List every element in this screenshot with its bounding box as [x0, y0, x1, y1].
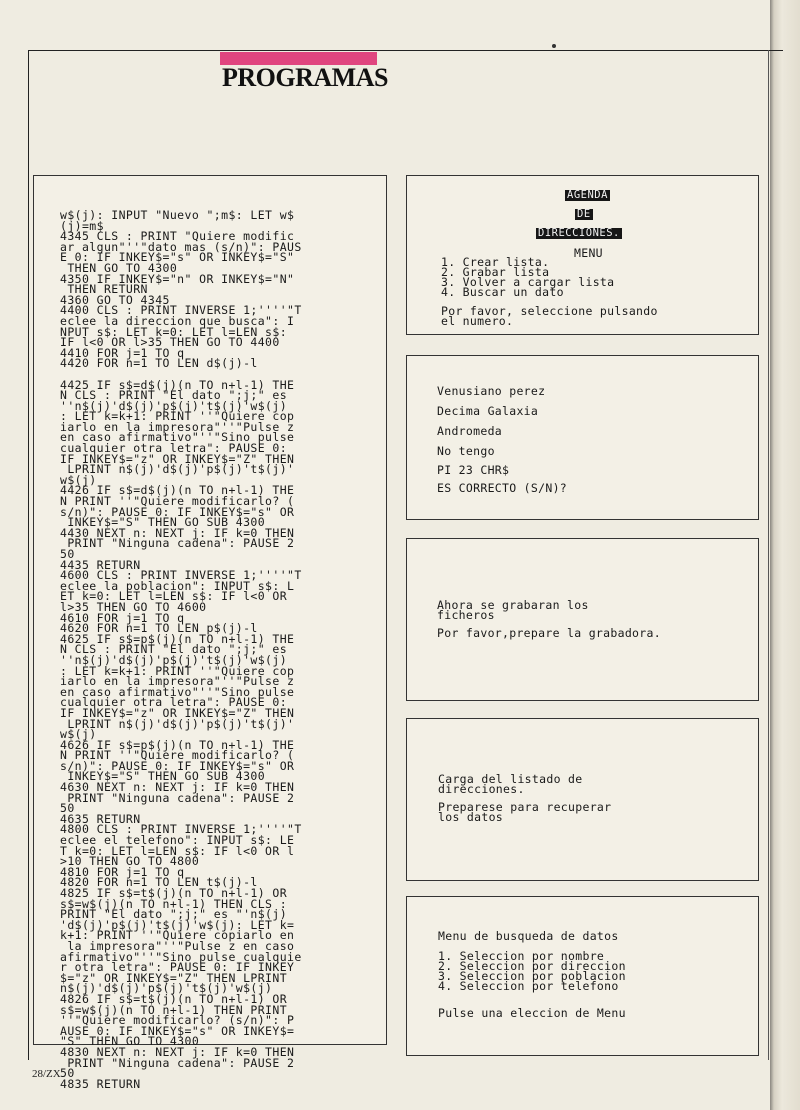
code-line: k+1: PRINT ''"Quiere copiarlo en — [60, 928, 295, 943]
code-line: 4826 IF s$=t$(j)(n TO n+l-1) OR — [60, 991, 288, 1006]
code-line: 4610 FOR j=1 TO q — [60, 610, 185, 625]
code-line: 4430 NEXT n: NEXT j: IF k=0 THEN — [60, 525, 295, 540]
code-line: 4825 IF s$=t$(j)(n TO n+l-1) OR — [60, 886, 288, 900]
code-line: 4400 CLS : PRINT INVERSE 1;''''"T — [60, 303, 302, 318]
code-line: T k=0: LET l=LEN s$: IF l<0 OR l — [60, 843, 295, 858]
code-line: 4635 RETURN — [60, 811, 141, 826]
search-menu-title: Menu de busqueda de datos — [438, 929, 619, 943]
code-line: 4620 FOR n=1 TO LEN p$(j)-l — [60, 621, 258, 636]
code-line: ''n$(j)'d$(j)'p$(j)'t$(j)'w$(j) — [60, 652, 288, 667]
menu-item: 3. Volver a cargar lista — [441, 275, 615, 289]
record-line: ES CORRECTO (S/N)? — [437, 481, 568, 495]
banner-agenda: AGENDA — [567, 189, 608, 201]
record-line: Venusiano perez — [437, 384, 546, 398]
code-line: IF INKEY$="z" OR INKEY$="Z" THEN — [60, 705, 295, 720]
record-line: Andromeda — [437, 424, 503, 438]
code-line: $="z" OR INKEY$="Z" THEN LPRINT — [60, 970, 288, 985]
code-line: 4630 NEXT n: NEXT j: IF k=0 THEN — [60, 780, 295, 795]
code-line: r otra letra": PAUSE 0: IF INKEY — [60, 960, 295, 975]
code-line: (j)=m$ — [60, 218, 104, 233]
code-line: 4410 FOR j=1 TO q — [60, 345, 185, 360]
page-number: 28/ZX — [32, 1068, 61, 1080]
code-line: w$(j) — [60, 472, 97, 487]
save-message: ficheros — [437, 608, 495, 622]
banner-de: DE — [577, 208, 591, 220]
menu-prompt: Por favor, seleccione pulsando — [441, 304, 658, 318]
menu-title: MENU — [574, 246, 603, 260]
code-line: PRINT "Ninguna cadena": PAUSE 2 — [60, 536, 295, 551]
menu-item: 4. Buscar un dato — [441, 285, 564, 299]
code-line: 4810 FOR j=1 TO q — [60, 864, 185, 879]
code-line: 4800 CLS : PRINT INVERSE 1;''''"T — [60, 822, 302, 837]
code-line: IF INKEY$="z" OR INKEY$="Z" THEN — [60, 451, 295, 466]
code-line: 4426 IF s$=d$(j)(n TO n+l-1) THE — [60, 483, 295, 498]
code-line: N PRINT ''"Quiere modificarlo? ( — [60, 494, 295, 509]
left-rule — [28, 50, 29, 1060]
code-line: cualquier otra letra": PAUSE 0: — [60, 441, 288, 456]
code-line: ''n$(j)'d$(j)'p$(j)'t$(j)'w$(j) — [60, 398, 288, 413]
code-line: 4425 IF s$=d$(j)(n TO n+l-1) THE — [60, 377, 295, 392]
code-line: PRINT "Ninguna cadena": PAUSE 2 — [60, 790, 295, 805]
code-line: 4360 GO TO 4345 — [60, 292, 170, 307]
code-line: 4830 NEXT n: NEXT j: IF k=0 THEN — [60, 1044, 295, 1059]
code-line: iarlo en la impresora"''"Pulse z — [60, 674, 295, 689]
menu-prompt: el numero. — [441, 314, 514, 328]
load-message: direcciones. — [438, 782, 525, 796]
page-gutter — [770, 0, 800, 1110]
code-line: 4420 FOR n=1 TO LEN d$(j)-l — [60, 356, 258, 371]
right-rule — [768, 50, 769, 1060]
top-rule — [28, 50, 783, 51]
code-line: eclee el telefono": INPUT s$: LE — [60, 833, 295, 848]
save-message: Ahora se grabaran los — [437, 598, 589, 612]
code-line: cualquier otra letra": PAUSE 0: — [60, 695, 288, 710]
screen-save — [406, 538, 759, 701]
code-line: 4625 IF s$=p$(j)(n TO n+l-1) THE — [60, 631, 295, 646]
screen-record — [406, 355, 759, 520]
code-line: iarlo en la impresora"''"Pulse z — [60, 419, 295, 434]
code-line: s/n)": PAUSE 0: IF INKEY$="s" OR — [60, 504, 295, 519]
code-line: N PRINT ''"Quiere modificarlo? ( — [60, 748, 295, 763]
code-line: afirmativo"''"Sino pulse cualquie — [60, 949, 302, 964]
code-line: AUSE 0: IF INKEY$="s" OR INKEY$= — [60, 1023, 295, 1038]
code-line: w$(j): INPUT "Nuevo ";m$: LET w$ — [60, 208, 295, 222]
code-line: : LET k=k+1: PRINT ''"Quiere cop — [60, 409, 295, 424]
print-speck — [552, 44, 556, 48]
code-line: THEN RETURN — [60, 282, 148, 297]
record-line: No tengo — [437, 444, 495, 458]
code-line: n$(j)'d$(j)'p$(j)'t$(j)'w$(j) — [60, 981, 273, 996]
record-line: PI 23 CHR$ — [437, 463, 510, 477]
banner-direcciones: DIRECCIONES. — [538, 227, 620, 239]
code-line: THEN GO TO 4300 — [60, 260, 178, 275]
code-line: 4435 RETURN — [60, 557, 141, 572]
code-line: 4350 IF INKEY$="n" OR INKEY$="N" — [60, 271, 295, 286]
screen-search-menu — [406, 896, 759, 1056]
save-prompt: Por favor,prepare la grabadora. — [437, 626, 661, 640]
search-option: 2. Seleccion por direccion — [438, 959, 626, 973]
code-line: s/n)": PAUSE 0: IF INKEY$="s" OR — [60, 758, 295, 773]
code-line: INKEY$="S" THEN GO SUB 4300 — [60, 769, 266, 784]
code-line: en caso afirmativo"''"Sino pulse — [60, 430, 295, 445]
code-line: IF l<0 OR l>35 THEN GO TO 4400 — [60, 335, 280, 350]
code-line: la impresora"''"Pulse z en caso — [60, 938, 295, 953]
code-line: l>35 THEN GO TO 4600 — [60, 599, 207, 614]
screen-main-menu — [406, 175, 759, 335]
code-line: s$=w$(j)(n TO n+l-1) THEN PRINT — [60, 1002, 288, 1017]
search-option: 3. Seleccion por poblacion — [438, 969, 626, 983]
code-line: ''"Quiere modificarlo? (s/n)": P — [60, 1013, 295, 1028]
search-option: 4. Seleccion por telefono — [438, 979, 619, 993]
code-line: 4600 CLS : PRINT INVERSE 1;''''"T — [60, 568, 302, 583]
code-line: ET k=0: LET l=LEN s$: IF l<0 OR — [60, 589, 288, 604]
code-line: 4626 IF s$=p$(j)(n TO n+l-1) THE — [60, 737, 295, 752]
screen-load — [406, 718, 759, 881]
load-prompt: los datos — [438, 810, 504, 824]
code-line: E 0: IF INKEY$="s" OR INKEY$="S" — [60, 250, 295, 265]
code-line: "S" THEN GO TO 4300 — [60, 1034, 200, 1049]
code-line: >10 THEN GO TO 4800 — [60, 854, 200, 869]
code-line: : LET k=k+1: PRINT ''"Quiere cop — [60, 663, 295, 678]
code-line: 'd$(j)'p$(j)'t$(j)'w$(j): LET k= — [60, 917, 295, 932]
code-line: INKEY$="S" THEN GO SUB 4300 — [60, 515, 266, 530]
code-line: en caso afirmativo"''"Sino pulse — [60, 684, 295, 699]
menu-item: 1. Crear lista. — [441, 255, 550, 269]
code-line: N CLS : PRINT "El dato ";j;" es — [60, 642, 288, 657]
search-prompt: Pulse una eleccion de Menu — [438, 1006, 626, 1020]
code-line: LPRINT n$(j)'d$(j)'p$(j)'t$(j)' — [60, 462, 295, 477]
code-line: w$(j) — [60, 727, 97, 742]
code-line: 50 — [60, 547, 75, 561]
code-line: 4345 CLS : PRINT "Quiere modific — [60, 229, 295, 244]
load-prompt: Preparese para recuperar — [438, 800, 612, 814]
code-line: s$=w$(j)(n TO n+l-1) THEN CLS : — [60, 896, 288, 911]
code-listing — [60, 210, 380, 1089]
code-line: PRINT "El dato ";j;" es "'n$(j) — [60, 907, 288, 922]
code-line: 4835 RETURN — [60, 1076, 141, 1091]
record-line: Decima Galaxia — [437, 404, 539, 418]
code-line: 50 — [60, 801, 75, 816]
code-line: 4820 FOR n=1 TO LEN t$(j)-l — [60, 875, 258, 890]
code-line: NPUT s$: LET k=0: LET l=LEN s$: — [60, 324, 288, 339]
code-line: 50 — [60, 1066, 75, 1081]
search-option: 1. Seleccion por nombre — [438, 949, 605, 963]
load-message: Carga del listado de — [438, 772, 583, 786]
code-line: ar algun"''"dato mas (s/n)": PAUS — [60, 239, 302, 254]
code-line: LPRINT n$(j)'d$(j)'p$(j)'t$(j)' — [60, 716, 295, 731]
code-line: N CLS : PRINT "El dato ";j;" es — [60, 388, 288, 403]
section-title: PROGRAMAS — [222, 63, 388, 92]
code-line: PRINT "Ninguna cadena": PAUSE 2 — [60, 1055, 295, 1070]
code-line: eclee la poblacion": INPUT s$: L — [60, 578, 295, 593]
menu-item: 2. Grabar lista — [441, 265, 550, 279]
code-line: eclee la direccion que busca": I — [60, 313, 295, 328]
